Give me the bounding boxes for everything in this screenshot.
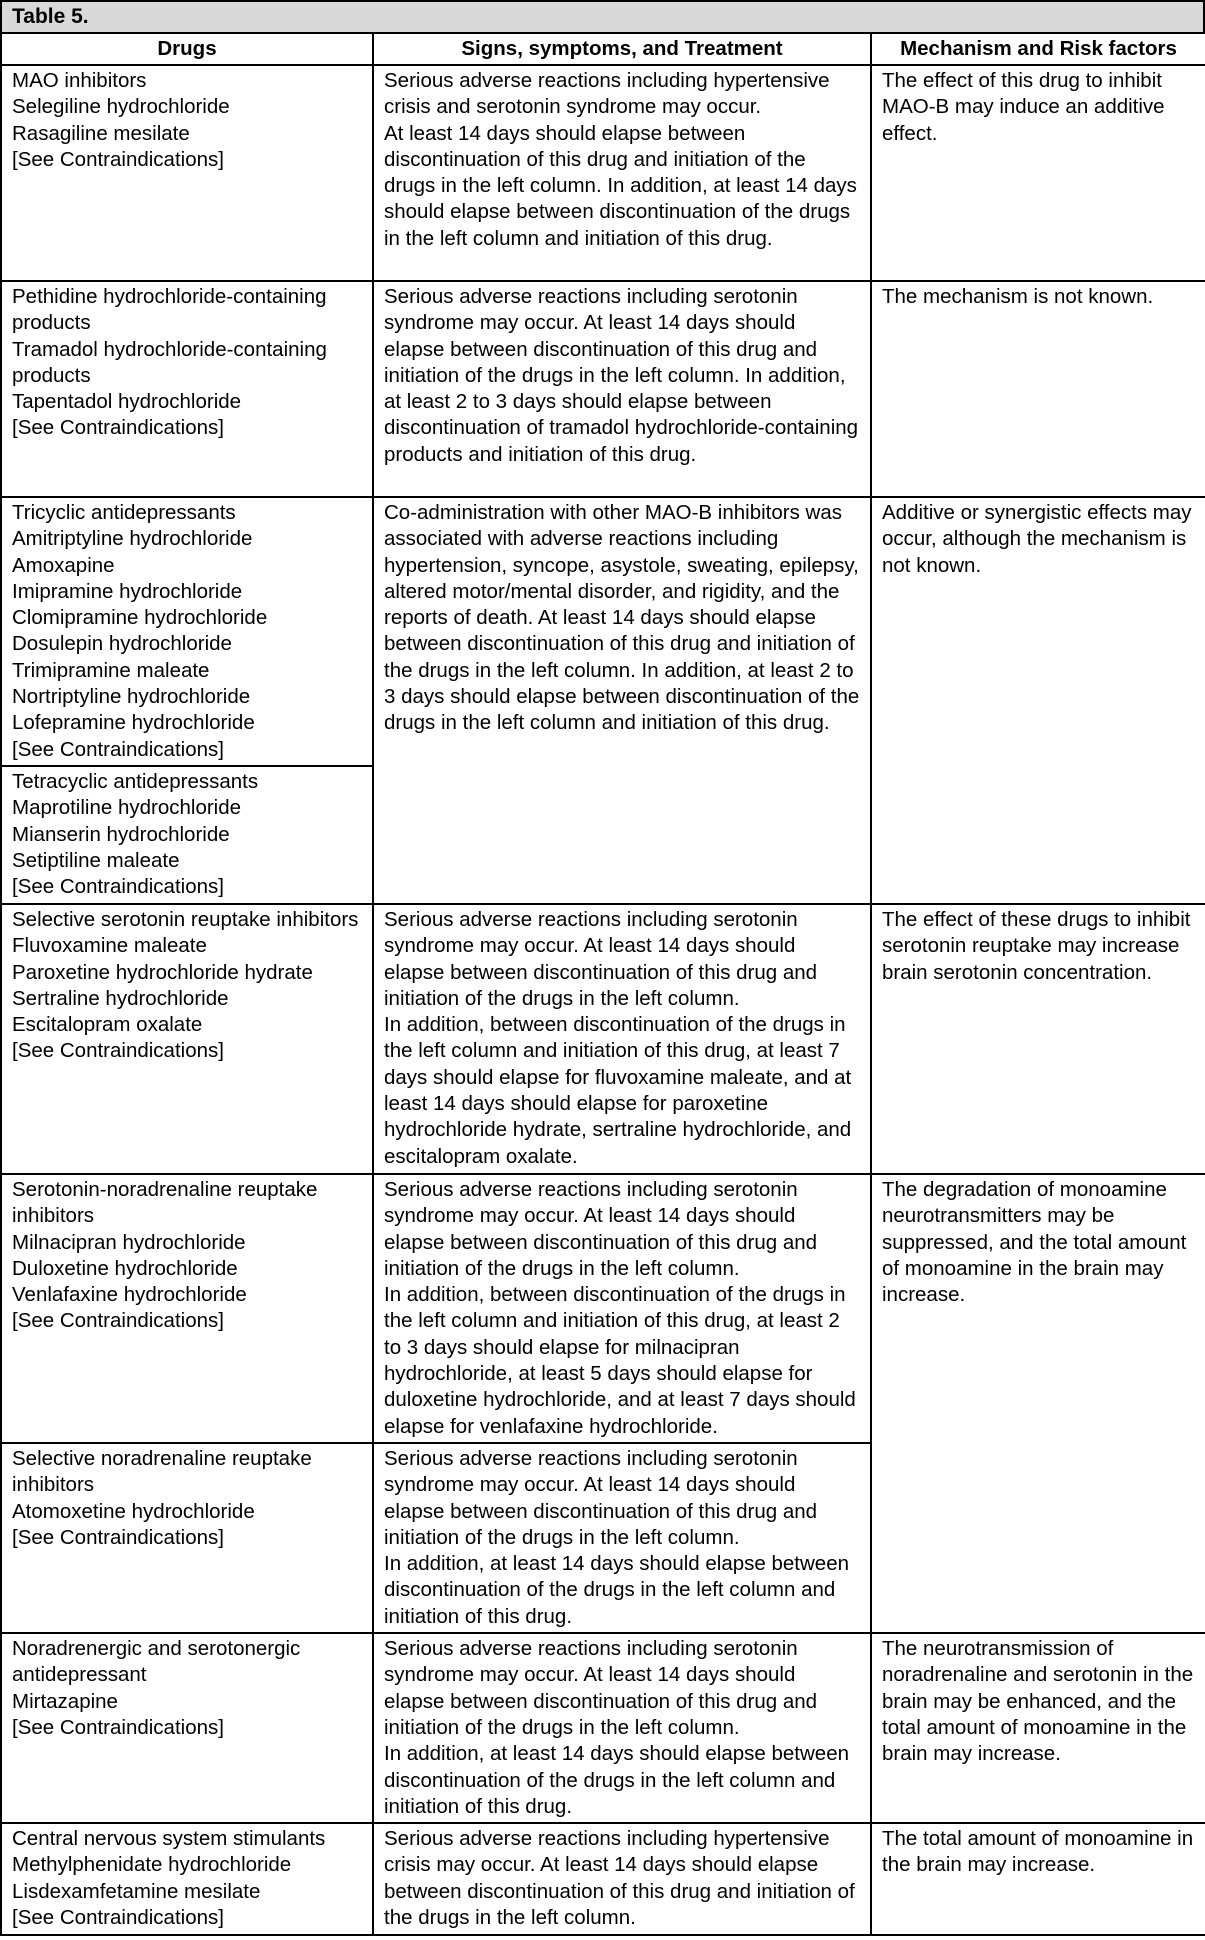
drug-line: Methylphenidate hydrochloride	[12, 1853, 292, 1877]
drugs-cell	[1, 1633, 373, 1823]
drug-line: Trimipramine maleate	[12, 658, 210, 682]
mechanism-text: Additive or synergistic effects may occur, although the mechanism is not known.	[882, 501, 1198, 577]
signs-paragraph: In addition, at least 14 days should elapse between discontinuation of the drugs in the left column and initiation of this drug.	[384, 1552, 855, 1628]
drug-line: Amitriptyline hydrochloride	[12, 527, 253, 551]
table-row	[1, 904, 1205, 1174]
drugs-cell	[1, 1823, 373, 1935]
drug-line: Lofepramine hydrochloride	[12, 711, 255, 735]
signs-paragraph: Serious adverse reactions including serotonin syndrome may occur. At least 14 days should elapse between discontinuation of this drug and initiation of the drugs in the left column.	[384, 1637, 823, 1739]
drug-line: Mirtazapine	[12, 1689, 118, 1713]
signs-cell	[373, 1633, 871, 1823]
signs-paragraph: At least 14 days should elapse between discontinuation of this drug and initiation of the drugs in the left column. In addition, at least 14 days should elapse between discontinuation of the drugs in the left column and initiation of this drug.	[384, 121, 863, 250]
drug-line: Venlafaxine hydrochloride	[12, 1283, 247, 1307]
drugs-cell	[1, 497, 373, 766]
drug-line: Selective noradrenaline reuptake inhibitors	[12, 1446, 318, 1497]
drug-line: Nortriptyline hydrochloride	[12, 685, 251, 709]
drug-line: Milnacipran hydrochloride	[12, 1230, 246, 1254]
drug-line: Noradrenergic and serotonergic antidepressant	[12, 1637, 307, 1687]
drugs-cell	[1, 281, 373, 497]
header-mechanism: Mechanism and Risk factors	[871, 33, 1205, 65]
signs-paragraph: Serious adverse reactions including serotonin syndrome may occur. At least 14 days should elapse between discontinuation of this drug and initiation of the drugs in the left column.	[384, 1446, 823, 1549]
signs-cell	[373, 65, 871, 281]
signs-cell	[373, 1443, 871, 1633]
mechanism-cell	[871, 904, 1205, 1174]
drug-line: Imipramine hydrochloride	[12, 579, 243, 603]
interaction-table	[0, 32, 1205, 1936]
table-header-row	[1, 33, 1205, 65]
drugs-cell	[1, 1174, 373, 1443]
mechanism-text: The neurotransmission of noradrenaline and serotonin in the brain may be enhanced, and the total amount of monoamine in the brain may increase.	[882, 1637, 1199, 1766]
header-drugs: Drugs	[1, 33, 373, 65]
table-row	[1, 1823, 1205, 1935]
drug-line: Duloxetine hydrochloride	[12, 1256, 238, 1280]
mechanism-text: The total amount of monoamine in the brain may increase.	[882, 1827, 1199, 1877]
mechanism-cell	[871, 1633, 1205, 1823]
signs-paragraph: Serious adverse reactions including serotonin syndrome may occur. At least 14 days should elapse between discontinuation of this drug and initiation of the drugs in the left column. In addition, at least 2 to 3 days should elapse between discontinuation of tramadol hydrochloride-containing products and initiation of this drug.	[384, 285, 864, 466]
drug-line: [See Contraindications]	[12, 1525, 224, 1549]
drug-line: Selective serotonin reuptake inhibitors	[12, 907, 359, 931]
drug-line: Serotonin-noradrenaline reuptake inhibitors	[12, 1177, 324, 1228]
drug-line: Amoxapine	[12, 553, 115, 577]
header-signs: Signs, symptoms, and Treatment	[373, 33, 871, 65]
signs-paragraph: In addition, between discontinuation of the drugs in the left column and initiation of this drug, at least 2 to 3 days should elapse for milnacipran hydrochloride, at least 5 days should elapse for duloxetine hydrochloride, and at least 7 days should elapse for venlafaxine hydrochloride.	[384, 1283, 862, 1438]
mechanism-cell	[871, 497, 1205, 904]
drug-line: Central nervous system stimulants	[12, 1827, 326, 1851]
drug-line: MAO inhibitors	[12, 69, 147, 92]
drug-line: Sertraline hydrochloride	[12, 986, 229, 1010]
mechanism-cell	[871, 65, 1205, 281]
drug-line: [See Contraindications]	[12, 1039, 224, 1063]
drug-line: Mianserin hydrochloride	[12, 822, 230, 846]
drug-line: Clomipramine hydrochloride	[12, 606, 268, 630]
signs-cell	[373, 281, 871, 497]
drug-line: [See Contraindications]	[12, 875, 224, 899]
mechanism-text: The degradation of monoamine neurotransmitters may be suppressed, and the total amount of monoamine in the brain may increase.	[882, 1177, 1192, 1307]
drug-line: Lisdexamfetamine mesilate	[12, 1879, 261, 1903]
drug-line: Tramadol hydrochloride-containing products	[12, 337, 333, 387]
table-title: Table 5.	[0, 0, 1205, 32]
drugs-cell	[1, 766, 373, 904]
drug-line: Rasagiline mesilate	[12, 121, 190, 145]
mechanism-cell	[871, 281, 1205, 497]
signs-paragraph: Serious adverse reactions including serotonin syndrome may occur. At least 14 days should elapse between discontinuation of this drug and initiation of the drugs in the left column.	[384, 1177, 823, 1280]
drug-line: Fluvoxamine maleate	[12, 934, 207, 958]
mechanism-text: The mechanism is not known.	[882, 285, 1154, 308]
drug-line: [See Contraindications]	[12, 1905, 224, 1929]
drug-line: [See Contraindications]	[12, 1309, 224, 1333]
drug-line: Atomoxetine hydrochloride	[12, 1499, 255, 1523]
signs-paragraph: In addition, at least 14 days should elapse between discontinuation of the drugs in the left column and initiation of this drug.	[384, 1742, 855, 1818]
signs-cell	[373, 497, 871, 904]
drug-line: Tapentadol hydrochloride	[12, 390, 242, 414]
table-row	[1, 281, 1205, 497]
table-row	[1, 1174, 1205, 1443]
drug-line: Escitalopram oxalate	[12, 1013, 203, 1037]
signs-paragraph: Co-administration with other MAO-B inhibitors was associated with adverse reactions including hypertension, syncope, asystole, sweating, epilepsy, altered motor/mental disorder, and rigidity, and the reports of death. At least 14 days should elapse between discontinuation of this drug and initiation of the drugs in the left column. In addition, at least 2 to 3 days should elapse between discontinuation of the drugs in the left column and initiation of this drug.	[384, 501, 865, 735]
drug-line: Pethidine hydrochloride-containing products	[12, 285, 333, 335]
drug-line: Dosulepin hydrochloride	[12, 632, 232, 656]
drug-line: [See Contraindications]	[12, 416, 224, 440]
drugs-cell	[1, 904, 373, 1174]
drug-line: Tricyclic antidepressants	[12, 501, 236, 524]
mechanism-cell	[871, 1174, 1205, 1633]
drug-line: Tetracyclic antidepressants	[12, 769, 259, 793]
table-row	[1, 65, 1205, 281]
drug-line: [See Contraindications]	[12, 147, 224, 171]
drug-line: Selegiline hydrochloride	[12, 95, 230, 119]
drug-line: [See Contraindications]	[12, 737, 224, 761]
signs-paragraph: Serious adverse reactions including serotonin syndrome may occur. At least 14 days should elapse between discontinuation of this drug and initiation of the drugs in the left column.	[384, 907, 823, 1010]
mechanism-text: The effect of this drug to inhibit MAO-B may induce an additive effect.	[882, 69, 1171, 145]
signs-cell	[373, 1823, 871, 1935]
drugs-cell	[1, 1443, 373, 1633]
signs-cell	[373, 1174, 871, 1443]
mechanism-text: The effect of these drugs to inhibit serotonin reuptake may increase brain serotonin concentration.	[882, 907, 1197, 984]
signs-paragraph: In addition, between discontinuation of the drugs in the left column and initiation of this drug, at least 7 days should elapse for fluvoxamine maleate, and at least 14 days should elapse for paroxetine hydrochloride hydrate, sertraline hydrochloride, and escitalopram oxalate.	[384, 1013, 857, 1168]
mechanism-cell	[871, 1823, 1205, 1935]
drugs-cell	[1, 65, 373, 281]
table-row	[1, 497, 1205, 766]
drug-line: Paroxetine hydrochloride hydrate	[12, 960, 313, 984]
drug-line: [See Contraindications]	[12, 1715, 224, 1739]
signs-paragraph: Serious adverse reactions including hypertensive crisis and serotonin syndrome may occur.	[384, 69, 836, 119]
drug-line: Maprotiline hydrochloride	[12, 796, 242, 820]
drug-line: Setiptiline maleate	[12, 848, 180, 872]
signs-paragraph: Serious adverse reactions including hypertensive crisis may occur. At least 14 days should elapse between discontinuation of this drug and initiation of the drugs in the left column.	[384, 1827, 861, 1929]
signs-cell	[373, 904, 871, 1174]
table-row	[1, 1633, 1205, 1823]
